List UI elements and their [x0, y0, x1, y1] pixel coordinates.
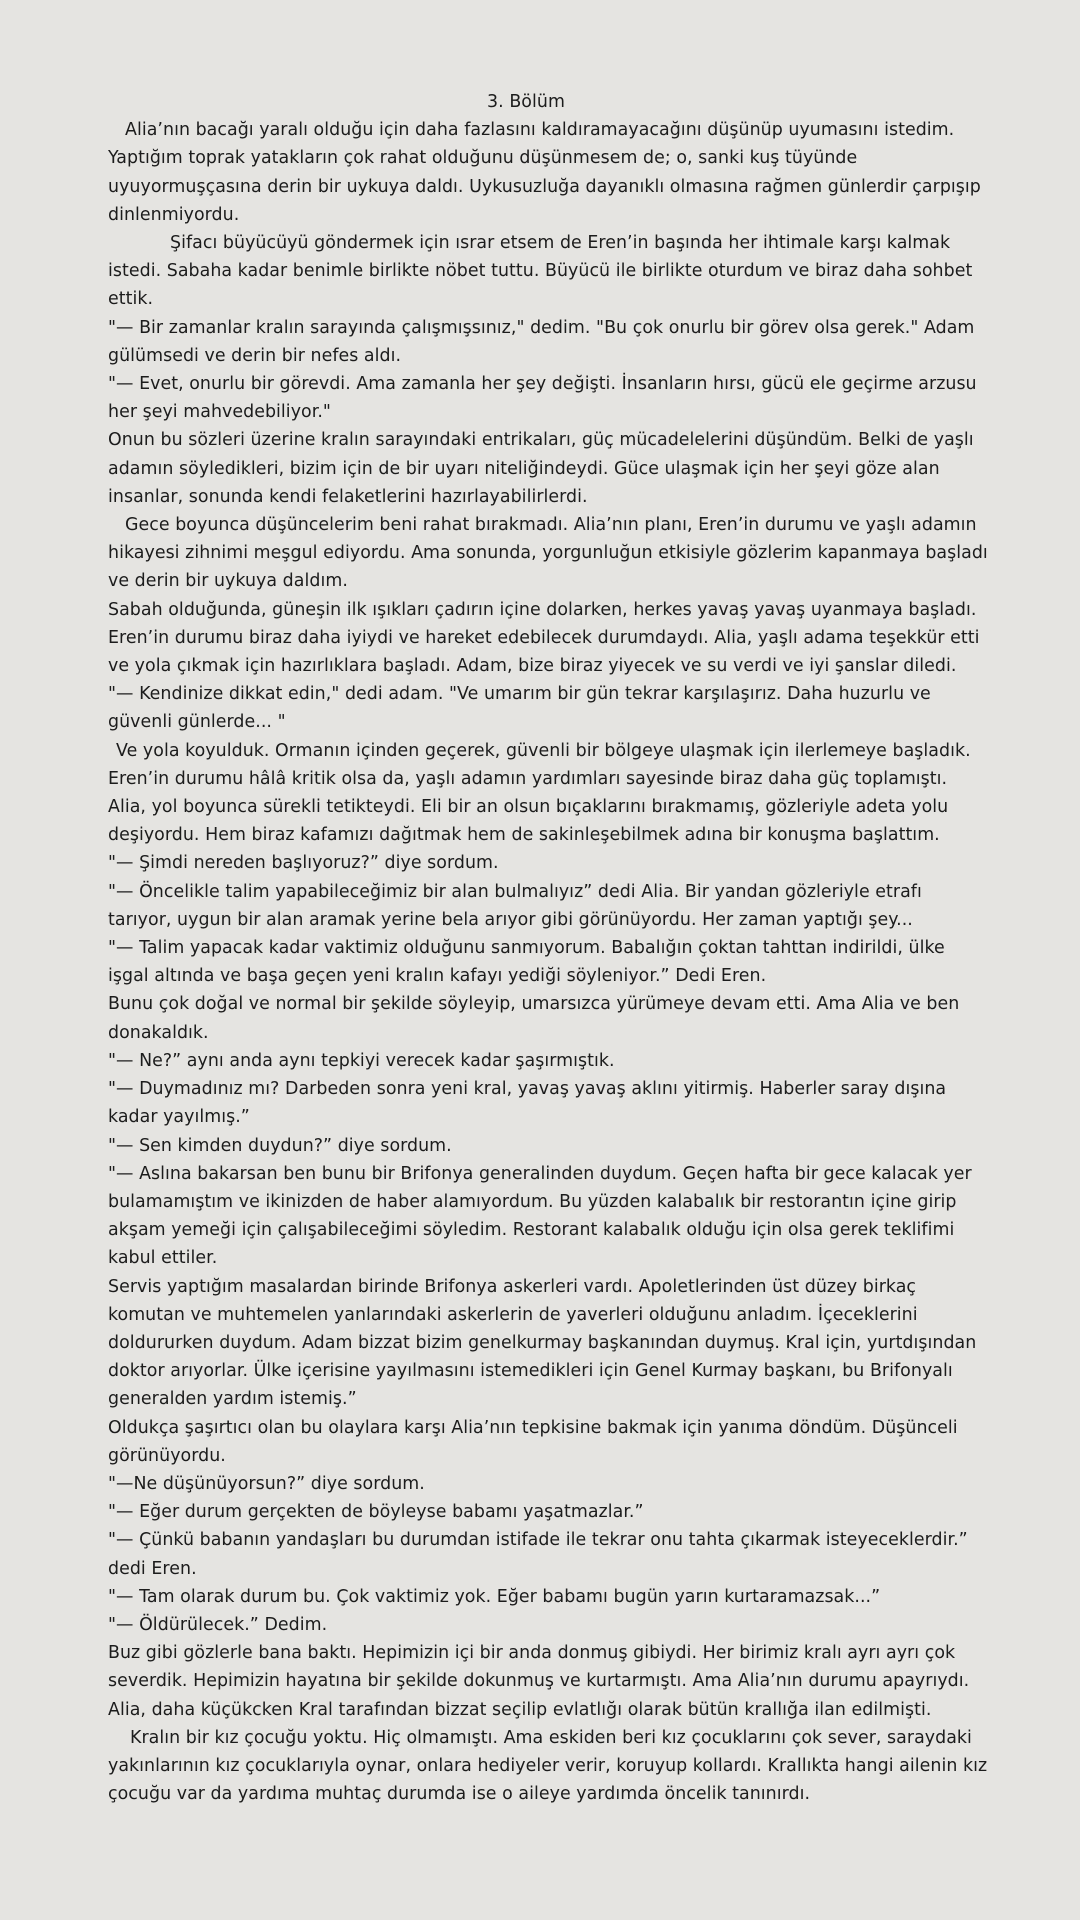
- paragraph: "— Duymadınız mı? Darbeden sonra yeni kral, yavaş yavaş aklını yitirmiş. Haberler saray dışına kadar yayılmış.”: [108, 1079, 947, 1128]
- paragraph: "— Çünkü babanın yandaşları bu durumdan istifade ile tekrar onu tahta çıkarmak isteyeceklerdir.” dedi Eren.: [108, 1530, 968, 1579]
- paragraph: "—Ne düşünüyorsun?” diye sordum.: [108, 1473, 425, 1494]
- paragraph: "— Öldürülecek.” Dedim.: [108, 1614, 328, 1635]
- paragraph: "— Sen kimden duydun?” diye sordum.: [108, 1135, 452, 1156]
- paragraph: Ve yola koyulduk. Ormanın içinden geçerek, güvenli bir bölgeye ulaşmak için ilerlemeye başladık. Eren’in durumu hâlâ kritik olsa da, yaşlı adamın yardımları sayesinde biraz daha güç toplamıştı. Alia, yol boyunca sürekli tetikteydi. Eli bir an olsun bıçaklarını bırakmamış, gözleriyle adeta yolu deşiyordu. Hem biraz kafamızı dağıtmak hem de sakinleşebilmek adına bir konuşma başlattım.: [108, 740, 971, 846]
- paragraph: Sabah olduğunda, güneşin ilk ışıkları çadırın içine dolarken, herkes yavaş yavaş uyanmaya başladı. Eren’in durumu biraz daha iyiydi ve hareket edebilecek durumdaydı. Alia, yaşlı adama teşekkür etti ve yola çıkmak için hazırlıklara başladı. Adam, bize biraz yiyecek ve su verdi ve iyi şanslar diledi.: [108, 599, 980, 677]
- chapter-title: 3. Bölüm: [487, 92, 565, 112]
- paragraph: Servis yaptığım masalardan birinde Brifonya askerleri vardı. Apoletlerinden üst düzey birkaç komutan ve muhtemelen yanlarındaki askerlerin de yaverleri olduğunu anladım. İçeceklerini doldururken duydum. Adam bizzat bizim genelkurmay başkanından duymuş. Kral için, yurtdışından doktor arıyorlar. Ülke içerisine yayılmasını istemedikleri için Genel Kurmay başkanı, bu Brifonyalı generalden yardım istemiş.”: [108, 1276, 977, 1410]
- paragraph: Bunu çok doğal ve normal bir şekilde söyleyip, umarsızca yürümeye devam etti. Ama Alia ve ben donakaldık.: [108, 994, 960, 1043]
- paragraph: "— Bir zamanlar kralın sarayında çalışmışsınız," dedim. "Bu çok onurlu bir görev olsa gerek." Adam gülümsedi ve derin bir nefes aldı.: [108, 317, 975, 366]
- paragraph: Kralın bir kız çocuğu yoktu. Hiç olmamıştı. Ama eskiden beri kız çocuklarını çok sever, saraydaki yakınlarının kız çocuklarıyla oynar, onlara hediyeler verir, koruyup kollardı. Krallıkta hangi ailenin kız çocuğu var da yardıma muhtaç durumda ise o aileye yardımda öncelik tanınırdı.: [108, 1727, 988, 1805]
- paragraph: "— Şimdi nereden başlıyoruz?” diye sordum.: [108, 853, 499, 874]
- paragraph: "— Ne?” aynı anda aynı tepkiyi verecek kadar şaşırmıştık.: [108, 1050, 615, 1071]
- paragraph: "— Aslına bakarsan ben bunu bir Brifonya generalinden duydum. Geçen hafta bir gece kalacak yer bulamamıştım ve ikinizden de haber alamıyordum. Bu yüzden kalabalık bir restorantın içine girip akşam yemeği için çalışabileceğimi söyledim. Restorant kalabalık olduğu için olsa gerek teklifimi kabul ettiler.: [108, 1163, 972, 1269]
- paragraph: "— Tam olarak durum bu. Çok vaktimiz yok. Eğer babamı bugün yarın kurtaramazsak...”: [108, 1586, 881, 1607]
- paragraph: "— Kendinize dikkat edin," dedi adam. "Ve umarım bir gün tekrar karşılaşırız. Daha huzurlu ve güvenli günlerde... ": [108, 684, 931, 733]
- paragraph: Buz gibi gözlerle bana baktı. Hepimizin içi bir anda donmuş gibiydi. Her birimiz kralı ayrı ayrı çok severdik. Hepimizin hayatına bir şekilde dokunmuş ve kurtarmıştı. Ama Alia’nın durumu apayrıydı. Alia, daha küçükcken Kral tarafından bizzat seçilip evlatlığı olarak bütün krallığa ilan edilmişti.: [108, 1643, 970, 1720]
- paragraph: "— Öncelikle talim yapabileceğimiz bir alan bulmalıyız” dedi Alia. Bir yandan gözleriyle etrafı tarıyor, uygun bir alan aramak yerine bela arıyor gibi görünüyordu. Her zaman yaptığı şey...: [108, 881, 922, 930]
- paragraph: Şifacı büyücüyü göndermek için ısrar etsem de Eren’in başında her ihtimale karşı kalmak istedi. Sabaha kadar benimle birlikte nöbet tuttu. Büyücü ile birlikte oturdum ve biraz daha sohbet ettik.: [108, 233, 973, 310]
- paragraph: "— Talim yapacak kadar vaktimiz olduğunu sanmıyorum. Babalığın çoktan tahttan indirildi, ülke işgal altında ve başa geçen yeni kralın kafayı yediği söyleniyor.” Dedi Eren.: [108, 938, 945, 987]
- paragraph: Alia’nın bacağı yaralı olduğu için daha fazlasını kaldıramayacağını düşünüp uyumasını istedim. Yaptığım toprak yatakların çok rahat olduğunu düşünmesem de; o, sanki kuş tüyünde uyuyormuşçasına derin bir uykuya daldı. Uykusuzluğa dayanıklı olmasına rağmen günlerdir çarpışıp dinlenmiyordu.: [108, 120, 981, 225]
- paragraph: Oldukça şaşırtıcı olan bu olaylara karşı Alia’nın tepkisine bakmak için yanıma döndüm. Düşünceli görünüyordu.: [108, 1417, 958, 1466]
- paragraph: "— Eğer durum gerçekten de böyleyse babamı yaşatmazlar.”: [108, 1502, 644, 1523]
- paragraph: Onun bu sözleri üzerine kralın sarayındaki entrikaları, güç mücadelelerini düşündüm. Belki de yaşlı adamın söyledikleri, bizim için de bir uyarı niteliğindeydi. Güce ulaşmak için her şeyi göze alan insanlar, sonunda kendi felaketlerini hazırlayabilirlerdi.: [108, 430, 974, 507]
- document-page: [108, 88, 988, 1808]
- paragraph: Gece boyunca düşüncelerim beni rahat bırakmadı. Alia’nın planı, Eren’in durumu ve yaşlı adamın hikayesi zihnimi meşgul ediyordu. Ama sonunda, yorgunluğun etkisiyle gözlerim kapanmaya başladı ve derin bir uykuya daldım.: [108, 515, 988, 592]
- paragraph: "— Evet, onurlu bir görevdi. Ama zamanla her şey değişti. İnsanların hırsı, gücü ele geçirme arzusu her şeyi mahvedebiliyor.": [108, 374, 977, 423]
